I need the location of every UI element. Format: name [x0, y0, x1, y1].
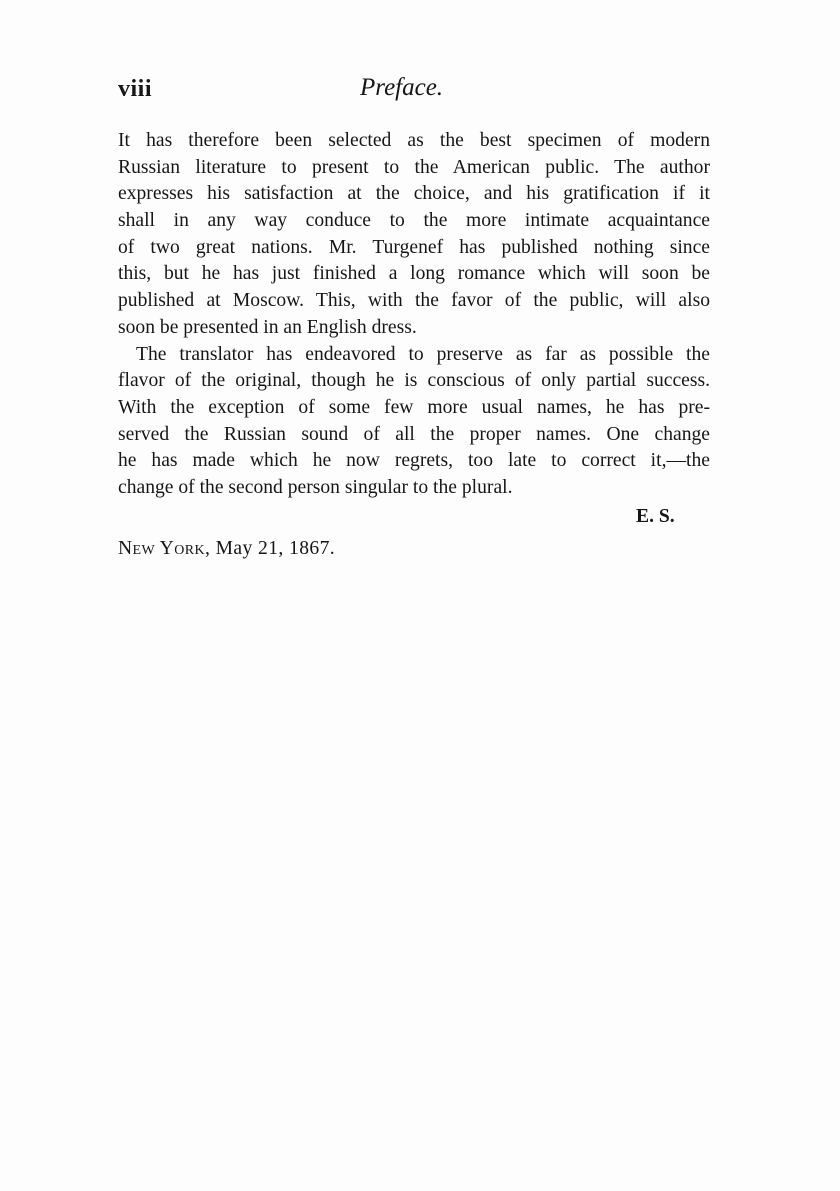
text-line: served the Russian sound of all the proper names. One change [118, 423, 710, 445]
signature-initials: E. S. [636, 506, 675, 527]
paragraph-2 [118, 342, 710, 502]
text-line: soon be presented in an English dress. [118, 316, 417, 338]
text-line: change of the second person singular to the plural. [118, 476, 513, 498]
page-number: viii [118, 76, 153, 102]
text-line: published at Moscow. This, with the favor of the public, will also [118, 290, 710, 312]
header-title: Preface. [360, 74, 444, 101]
text-line: The translator has endeavored to preserve as far as possible the [136, 343, 710, 365]
preface-body [118, 128, 710, 502]
text-line: With the exception of some few more usual names, he has pre- [118, 396, 710, 418]
dateline [118, 538, 335, 560]
text-line: this, but he has just finished a long romance which will soon be [118, 263, 710, 285]
text-line: Russian literature to present to the American public. The author [118, 156, 710, 178]
paragraph-1 [118, 128, 710, 342]
dateline-date: May 21, 1867. [215, 538, 336, 559]
text-line: of two great nations. Mr. Turgenef has published nothing since [118, 236, 710, 258]
text-line: flavor of the original, though he is conscious of only partial success. [118, 370, 710, 392]
text-line: expresses his satisfaction at the choice, and his gratification if it [118, 183, 710, 205]
text-line: he has made which he now regrets, too late to correct it,—the [118, 450, 710, 472]
dateline-place: New York, [118, 538, 211, 559]
text-line: It has therefore been selected as the best specimen of modern [118, 130, 710, 151]
text-line: shall in any way conduce to the more intimate acquaintance [118, 210, 710, 232]
running-head [118, 74, 714, 108]
